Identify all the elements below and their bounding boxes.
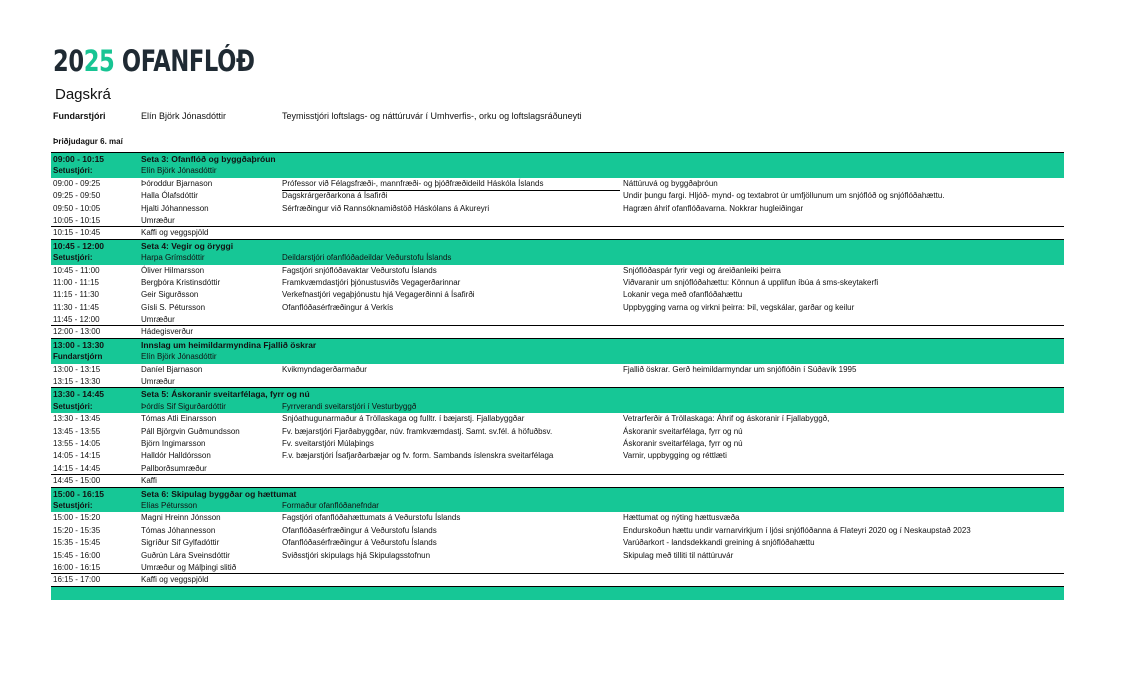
- name-cell: Kaffi og veggspjöld: [141, 575, 209, 585]
- time-cell: 15:20 - 15:35: [53, 525, 101, 535]
- schedule-row: [51, 351, 1064, 363]
- name-cell: Harpa Grímsdóttir: [141, 253, 205, 263]
- role-cell: Framkvæmdastjóri þjónustusviðs Vegagerðarinnar: [282, 277, 461, 287]
- role-cell: Fv. sveitarstjóri Múlaþings: [282, 438, 374, 448]
- topic-cell: Snjóflóðaspár fyrir vegi og áreiðanleiki þeirra: [623, 265, 781, 275]
- chair-label: Fundarstjóri: [53, 111, 106, 121]
- time-cell: 12:00 - 13:00: [53, 327, 101, 337]
- role-cell: Prófessor við Félagsfræði-, mannfræði- og þjóðfræðideild Háskóla Íslands: [282, 178, 620, 191]
- role-cell: Sérfræðingur við Rannsóknamiðstöð Háskólans á Akureyri: [282, 203, 490, 213]
- name-cell: Umræður: [141, 315, 175, 325]
- time-cell: 13:15 - 13:30: [53, 377, 101, 387]
- day-label: Þriðjudagur 6. maí: [53, 137, 123, 146]
- name-cell: Kaffi og veggspjöld: [141, 228, 209, 238]
- name-cell: Pallborðsumræður: [141, 463, 207, 473]
- schedule-row: [51, 190, 1064, 202]
- name-cell: Elín Björk Jónasdóttir: [141, 352, 217, 362]
- schedule-row: [51, 376, 1064, 388]
- schedule-row: [51, 413, 1064, 425]
- name-cell: Daníel Bjarnason: [141, 364, 203, 374]
- time-cell: 09:25 - 09:50: [53, 191, 101, 201]
- schedule-row: [51, 450, 1064, 462]
- schedule-row: [51, 215, 1064, 227]
- name-cell: Umræður: [141, 377, 175, 387]
- time-cell: Setustjóri:: [53, 166, 93, 176]
- schedule-row: [51, 289, 1064, 301]
- schedule-row: [51, 240, 1064, 252]
- topic-cell: Náttúruvá og byggðaþróun: [623, 178, 718, 188]
- time-cell: 16:15 - 17:00: [53, 575, 101, 585]
- schedule-row: [51, 550, 1064, 562]
- name-cell: Björn Ingimarsson: [141, 438, 206, 448]
- time-cell: 10:45 - 11:00: [53, 265, 100, 275]
- chair-name: Elín Björk Jónasdóttir: [141, 111, 227, 121]
- name-cell: Seta 5: Áskoranir sveitarfélaga, fyrr og nú: [141, 389, 310, 400]
- name-cell: Bergþóra Kristinsdóttir: [141, 277, 221, 287]
- time-cell: 14:15 - 14:45: [53, 463, 101, 473]
- time-cell: 13:30 - 14:45: [53, 389, 105, 400]
- topic-cell: Fjallið öskrar. Gerð heimildarmyndar um snjóflóðin í Súðavík 1995: [623, 364, 857, 374]
- schedule-row: [51, 388, 1064, 400]
- time-cell: 15:45 - 16:00: [53, 550, 101, 560]
- schedule-row: [51, 153, 1064, 165]
- name-cell: Seta 6: Skipulag byggðar og hættumat: [141, 488, 297, 499]
- role-cell: Verkefnastjóri vegaþjónustu hjá Vegagerðinni á Ísafirði: [282, 290, 475, 300]
- name-cell: Seta 3: Ofanflóð og byggðaþróun: [141, 154, 276, 164]
- name-cell: Elías Pétursson: [141, 500, 198, 510]
- topic-cell: Áskoranir sveitarfélaga, fyrr og nú: [623, 426, 743, 436]
- schedule-row: [51, 252, 1064, 264]
- name-cell: Kaffi: [141, 476, 157, 486]
- schedule-table: [51, 152, 1064, 600]
- name-cell: Tómas Atli Einarsson: [141, 414, 217, 424]
- role-cell: Fyrrverandi sveitarstjóri í Vesturbyggð: [282, 401, 417, 411]
- name-cell: Geir Sigurðsson: [141, 290, 199, 300]
- schedule-row: [51, 512, 1064, 524]
- name-cell: Páll Björgvin Guðmundsson: [141, 426, 240, 436]
- role-cell: Dagskrárgerðarkona á Ísafirði: [282, 191, 388, 201]
- time-cell: 10:15 - 10:45: [53, 228, 101, 238]
- schedule-row: [51, 203, 1064, 215]
- time-cell: 09:50 - 10:05: [53, 203, 101, 213]
- logo-year-b: 25: [83, 44, 115, 78]
- topic-cell: Skipulag með tilliti til náttúruvár: [623, 550, 734, 560]
- time-cell: 10:45 - 12:00: [53, 240, 105, 251]
- name-cell: Þóroddur Bjarnason: [141, 178, 213, 188]
- page-title: Dagskrá: [55, 86, 111, 103]
- role-cell: Deildarstjóri ofanflóðadeildar Veðurstofu Íslands: [282, 253, 452, 263]
- name-cell: Innslag um heimildarmyndina Fjallið öskrar: [141, 339, 317, 350]
- time-cell: 11:15 - 11:30: [53, 290, 99, 300]
- topic-cell: Áskoranir sveitarfélaga, fyrr og nú: [623, 438, 743, 448]
- time-cell: 13:45 - 13:55: [53, 426, 101, 436]
- schedule-row: [51, 488, 1064, 500]
- topic-cell: Varnir, uppbygging og réttlæti: [623, 451, 727, 461]
- time-cell: 09:00 - 09:25: [53, 178, 101, 188]
- name-cell: Tómas Jóhannesson: [141, 525, 216, 535]
- name-cell: Umræður og Málþingi slitið: [141, 562, 237, 572]
- event-logo: [53, 44, 255, 78]
- role-cell: F.v. bæjarstjóri Ísafjarðarbæjar og fv. form. Sambands íslenskra sveitarfélaga: [282, 451, 554, 461]
- schedule-row: [51, 314, 1064, 326]
- schedule-row: [51, 339, 1064, 351]
- role-cell: Ofanflóðasérfræðingur á Verkís: [282, 302, 394, 312]
- topic-cell: Hagræn áhrif ofanflóðavarna. Nokkrar hugleiðingar: [623, 203, 804, 213]
- role-cell: Ofanflóðasérfræðingur á Veðurstofu Íslands: [282, 525, 437, 535]
- schedule-row: [51, 463, 1064, 475]
- topic-cell: Uppbygging varna og virkni þeirra: Þil, vegskálar, garðar og keilur: [623, 302, 855, 312]
- time-cell: Setustjóri:: [53, 253, 93, 263]
- name-cell: Sigríður Sif Gylfadóttir: [141, 538, 220, 548]
- time-cell: 13:30 - 13:45: [53, 414, 101, 424]
- time-cell: 09:00 - 10:15: [53, 154, 105, 164]
- chair-title: Teymisstjóri loftslags- og náttúruvár í Umhverfis-, orku og loftslagsráðuneyti: [282, 111, 582, 121]
- schedule-row: [51, 438, 1064, 450]
- name-cell: Halldór Halldórsson: [141, 451, 211, 461]
- time-cell: 11:30 - 11:45: [53, 302, 99, 312]
- name-cell: Hjalti Jóhannesson: [141, 203, 209, 213]
- schedule-row: [51, 475, 1064, 487]
- role-cell: Fv. bæjarstjóri Fjarðabyggðar, núv. framkvæmdastj. Samt. sv.fél. á höfuðbsv.: [282, 426, 553, 436]
- logo-name: OFANFLÓÐ: [121, 44, 255, 78]
- name-cell: Seta 4: Vegir og öryggi: [141, 240, 234, 251]
- schedule-row: [51, 165, 1064, 177]
- schedule-row: [51, 574, 1064, 586]
- time-cell: 13:55 - 14:05: [53, 438, 101, 448]
- name-cell: Þórdís Sif Sigurðardóttir: [141, 401, 226, 411]
- name-cell: Óliver Hilmarsson: [141, 265, 205, 275]
- logo-year-a: 20: [53, 44, 84, 78]
- time-cell: 11:45 - 12:00: [53, 315, 100, 325]
- name-cell: Elín Björk Jónasdóttir: [141, 166, 217, 176]
- time-cell: Fundarstjórn: [53, 352, 103, 362]
- schedule-row: [51, 537, 1064, 549]
- schedule-row: [51, 525, 1064, 537]
- schedule-row: [51, 265, 1064, 277]
- time-cell: 11:00 - 11:15: [53, 277, 99, 287]
- schedule-row: [51, 426, 1064, 438]
- schedule-row: [51, 562, 1064, 574]
- time-cell: 16:00 - 16:15: [53, 562, 101, 572]
- schedule-row: [51, 277, 1064, 289]
- name-cell: Guðrún Lára Sveinsdóttir: [141, 550, 230, 560]
- time-cell: 13:00 - 13:30: [53, 339, 105, 350]
- role-cell: Fagstjóri ofanflóðahættumats á Veðurstofu Íslands: [282, 513, 461, 523]
- name-cell: Umræður: [141, 215, 175, 225]
- topic-cell: Undir þungu fargi. Hljóð- mynd- og textabrot úr umfjöllunum um snjóflóð og snjóflóðahættu.: [623, 191, 945, 201]
- name-cell: Magni Hreinn Jónsson: [141, 513, 221, 523]
- role-cell: Snjóathugunarmaður á Tröllaskaga og fulltr. í bæjarstj. Fjallabyggðar: [282, 414, 525, 424]
- time-cell: 14:05 - 14:15: [53, 451, 101, 461]
- name-cell: Halla Ólafsdóttir: [141, 191, 198, 201]
- schedule-row: [51, 401, 1064, 413]
- schedule-row: [51, 302, 1064, 314]
- time-cell: 15:00 - 16:15: [53, 488, 105, 499]
- role-cell: Sviðsstjóri skipulags hjá Skipulagsstofnun: [282, 550, 431, 560]
- time-cell: Setustjóri:: [53, 401, 93, 411]
- role-cell: Ofanflóðasérfræðingur á Veðurstofu Íslands: [282, 538, 437, 548]
- time-cell: Setustjóri:: [53, 500, 93, 510]
- role-cell: Formaður ofanflóðanefndar: [282, 500, 379, 510]
- time-cell: 10:05 - 10:15: [53, 215, 101, 225]
- schedule-row: [51, 364, 1064, 376]
- time-cell: 15:35 - 15:45: [53, 538, 101, 548]
- time-cell: 15:00 - 15:20: [53, 513, 101, 523]
- name-cell: Hádegisverður: [141, 327, 194, 337]
- schedule-row: [51, 178, 1064, 190]
- time-cell: 13:00 - 13:15: [53, 364, 101, 374]
- role-cell: Kvikmyndagerðarmaður: [282, 364, 367, 374]
- time-cell: 14:45 - 15:00: [53, 476, 101, 486]
- schedule-row: [51, 500, 1064, 512]
- topic-cell: Varúðarkort - landsdekkandi greining á snjóflóðahættu: [623, 538, 815, 548]
- schedule-row: [51, 326, 1064, 338]
- topic-cell: Lokanir vega með ofanflóðahættu: [623, 290, 743, 300]
- name-cell: Gísli S. Pétursson: [141, 302, 206, 312]
- schedule-row: [51, 227, 1064, 239]
- topic-cell: Endurskoðun hættu undir varnarvirkjum í ljósi snjóflóðanna á Flateyri 2020 og í Neskaupstað 2023: [623, 525, 971, 535]
- role-cell: Fagstjóri snjóflóðavaktar Veðurstofu Íslands: [282, 265, 437, 275]
- topic-cell: Vetrarferðir á Tröllaskaga: Áhrif og áskoranir í Fjallabyggð,: [623, 414, 830, 424]
- topic-cell: Viðvaranir um snjóflóðahættu: Könnun á upplifun íbúa á sms-skeytakerfi: [623, 277, 879, 287]
- table-footer-bar: [51, 587, 1064, 600]
- topic-cell: Hættumat og nýting hættusvæða: [623, 513, 740, 523]
